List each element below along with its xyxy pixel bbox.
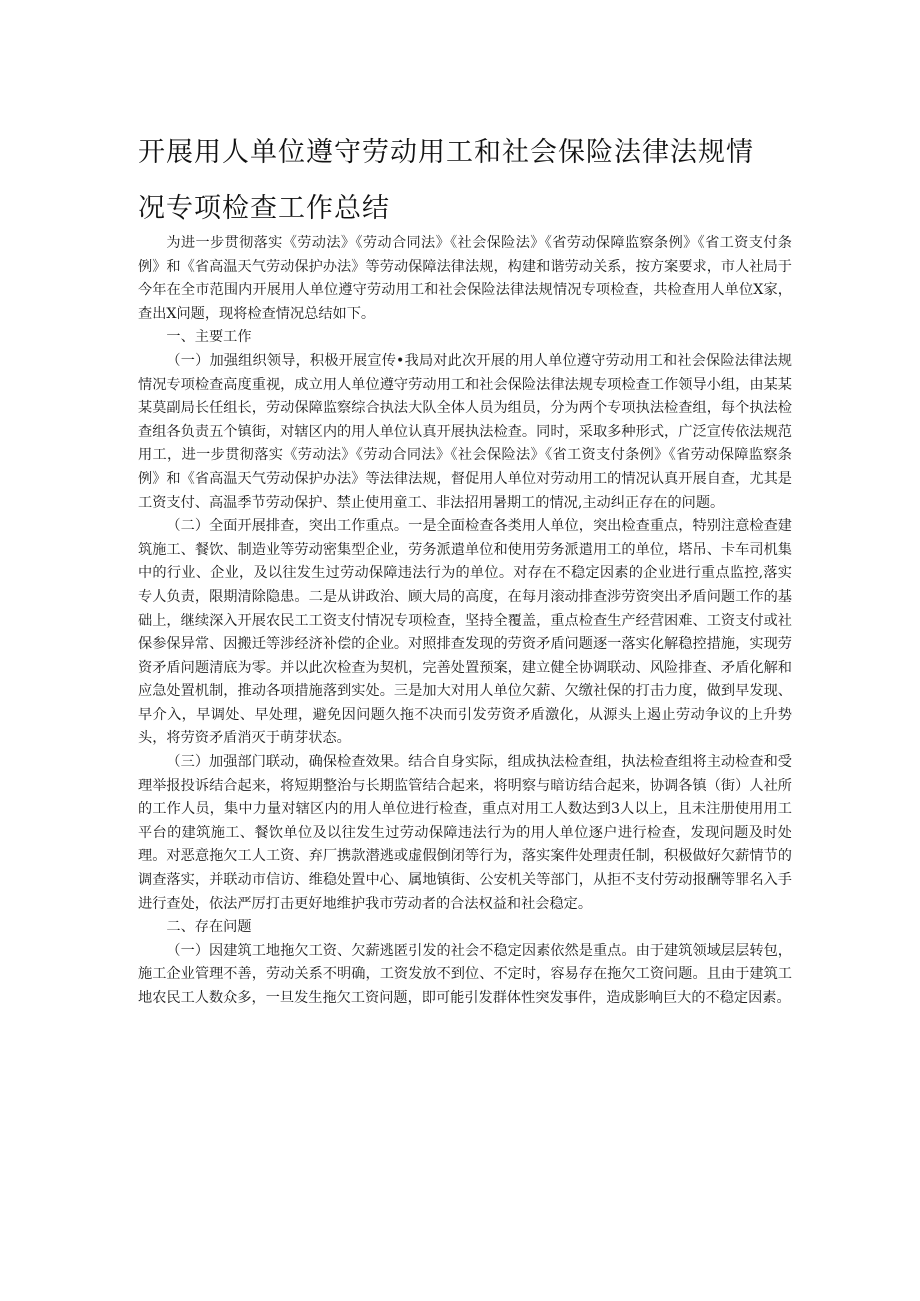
title-line-2: 况专项检查工作总结 xyxy=(138,193,390,224)
section-heading-problems: 二、存在问题 xyxy=(166,919,252,936)
title-line-1: 开展用人单位遵守劳动用工和社会保险法律法规情 xyxy=(138,137,754,168)
document-title xyxy=(138,125,798,237)
document-body xyxy=(138,232,792,1011)
intro-paragraph: 为进一步贯彻落实《劳动法》《劳动合同法》《社会保险法》《省劳动保障监察条例》《省工资支付条例》和《省高温天气劳动保护办法》等劳动保障法律法规，构建和谐劳动关系，按方案要求，市人社局于今年在全市范围内开展用人单位遵守劳动用工和社会保险法律法规情况专项检查，共检查用人单位X家，查出X问题，现将检查情况总结如下。 xyxy=(138,235,792,322)
paragraph-organization: （一）加强组织领导，积极开展宣传•我局对此次开展的用人单位遵守劳动用工和社会保险法律法规情况专项检查高度重视，成立用人单位遵守劳动用工和社会保险法律法规专项检查工作领导小组，由某某某莫副局长任组长，劳动保障监察综合执法大队全体人员为组员，分为两个专项执法检查组，每个执法检查组各负责五个镇街，对辖区内的用人单位认真开展执法检查。同时，采取多种形式，广泛宣传依法规范用工，进一步贯彻落实《劳动法》《劳动合同法》《社会保险法》《省工资支付条例》《省劳动保障监察条例》和《省高温天气劳动保护办法》等法律法规，督促用人单位对劳动用工的情况认真开展自查，尤其是工资支付、高温季节劳动保护、禁止使用童工、非法招用暑期工的情况,主动纠正存在的问题。 xyxy=(138,352,792,511)
section-heading-main-work: 一、主要工作 xyxy=(166,329,252,346)
paragraph-construction-wages: （一）因建筑工地拖欠工资、欠薪逃匿引发的社会不稳定因素依然是重点。由于建筑领域层层转包，施工企业管理不善，劳动关系不明确，工资发放不到位、不定时，容易存在拖欠工资问题。且由于建筑工地农民工人数众多，一旦发生拖欠工资问题，即可能引发群体性突发事件，造成影响巨大的不稳定因素。 xyxy=(138,942,792,1006)
paragraph-investigation: （二）全面开展排查，突出工作重点。一是全面检查各类用人单位，突出检查重点，特别注意检查建筑施工、餐饮、制造业等劳动密集型企业，劳务派遣单位和使用劳务派遣用工的单位，塔吊、卡车司机集中的行业、企业，及以往发生过劳动保障违法行为的单位。对存在不稳定因素的企业进行重点监控,落实专人负责，限期清除隐患。二是从讲政治、顾大局的高度，在每月滚动排查涉劳资突出矛盾问题工作的基础上，继续深入开展农民工工资支付情况专项检查，坚持全覆盖，重点检查生产经营困难、工资支付或社保参保异常、因搬迁等涉经济补偿的企业。对照排查发现的劳资矛盾问题逐一落实化解稳控措施，实现劳资矛盾问题清底为零。并以此次检查为契机，完善处置预案，建立健全协调联动、风险排查、矛盾化解和应急处置机制，推动各项措施落到实处。三是加大对用人单位欠薪、欠缴社保的打击力度，做到早发现、早介入，早调处、早处理，避免因问题久拖不决而引发劳资矛盾激化，从源头上遏止劳动争议的上升势头，将劳资矛盾消灭于萌芽状态。 xyxy=(138,518,792,747)
paragraph-coordination: （三）加强部门联动，确保检查效果。结合自身实际，组成执法检查组，执法检查组将主动检查和受理举报投诉结合起来，将短期整治与长期监管结合起来，将明察与暗访结合起来，协调各镇（街）人社所的工作人员，集中力量对辖区内的用人单位进行检查，重点对用工人数达到3人以上，且未注册使用用工平台的建筑施工、餐饮单位及以往发生过劳动保障违法行为的用人单位逐户进行检查，发现问题及时处理。对恶意拖欠工人工资、弃厂携款潜逃或虚假倒闭等行为，落实案件处理责任制，积极做好欠薪情节的调查落实，并联动市信访、维稳处置中心、属地镇街、公安机关等部门，从拒不支付劳动报酬等罪名入手进行查处，依法严厉打击更好地维护我市劳动者的合法权益和社会稳定。 xyxy=(138,754,792,912)
